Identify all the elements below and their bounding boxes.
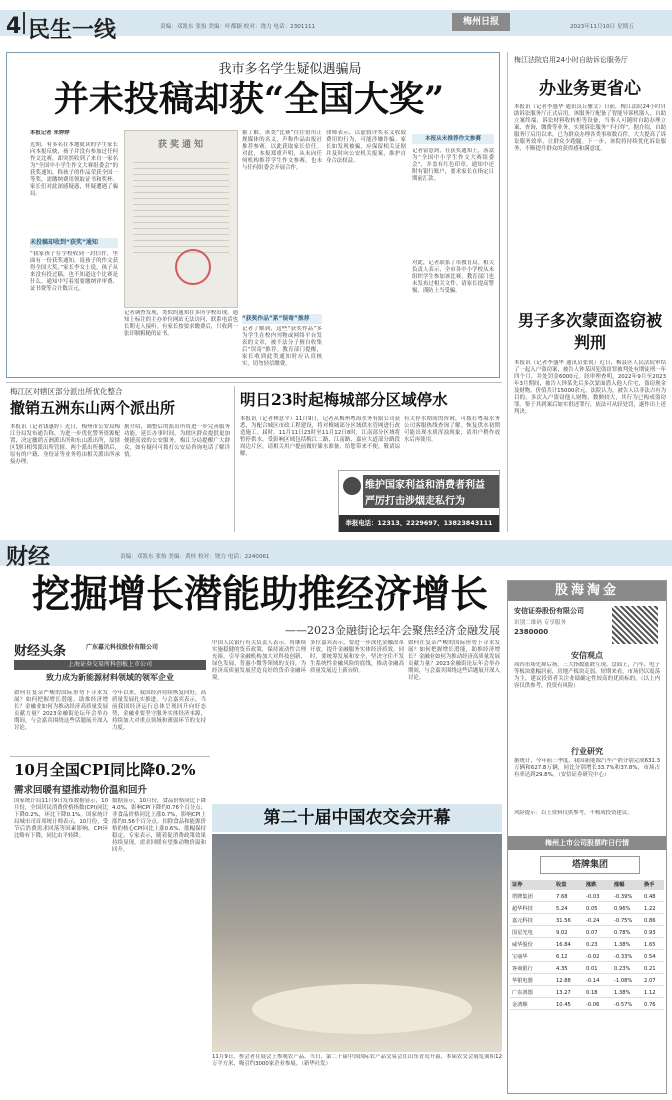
table-cell: 嘉元科技 bbox=[512, 918, 533, 924]
photo-title: 获奖通知 bbox=[157, 140, 206, 150]
lead-body-2: “我家孩子在学校收到一封信件，里面有一份获奖通知，说孩子的作文获得全国大奖。”家长李女士说，孩子从来没有投过稿，也不知道这个比赛是什么。通知中写着需要缴纳评审费、证书费等合计数百元。 bbox=[30, 251, 118, 292]
finance-editors: 责编：邓凯东 张怡 美编：黄桂 校对：饶力 电话：2240061 bbox=[120, 554, 270, 560]
photo-text-lines bbox=[133, 157, 229, 253]
finance-headline: 挖掘增长潜能助推经济增长 bbox=[31, 571, 488, 616]
power-headline: 明日23时起梅城部分区域停水 bbox=[240, 390, 448, 409]
table-cell: 0.54 bbox=[644, 954, 656, 960]
lead-headline: 并未投稿却获“全国大奖” bbox=[53, 79, 445, 120]
cpi-subhead: 需求回暖有望推动物价温和回升 bbox=[14, 785, 148, 796]
table-cell: 5.24 bbox=[556, 906, 568, 912]
section-name: 民生一线 bbox=[28, 17, 117, 43]
right-column-rule bbox=[507, 52, 508, 532]
police-headline: 撤销五洲东山两个派出所 bbox=[10, 399, 176, 417]
table-cell: 1.38% bbox=[614, 942, 631, 948]
section-divider bbox=[23, 12, 25, 34]
finance-body-4: 多位嘉宾表示，要进一步深化金融改革开放，提升金融服务实体经济质效。同时，要统筹发展和安全，坚决守住不发生系统性金融风险的底线，推动金融高质量发展迈上新台阶。 bbox=[310, 640, 404, 674]
sponsor-name: 广东嘉元科技股份有限公司 bbox=[86, 644, 159, 651]
table-cell: 广东鸿图 bbox=[512, 990, 533, 996]
table-cell: 1.22 bbox=[644, 906, 656, 912]
banner-line-1: 维护国家利益和消费者利益 bbox=[363, 475, 499, 492]
finance-body-5: 如何在复杂严峻的国际形势下寻求发展？如何把握增长潜能，助推经济增长？金融业如何为推动经济高质量发展贡献力量？2023金融街论坛年会举办期间，与会嘉宾围绕这些话题展开深入讨论。 bbox=[408, 640, 500, 681]
table-cell: 10.45 bbox=[556, 1002, 571, 1008]
company-logo: 塔牌集团 bbox=[540, 856, 640, 874]
col-header: 换手 bbox=[644, 882, 655, 888]
page-date: 2023年11月10日 星期五 bbox=[570, 24, 634, 30]
table-cell: -0.24 bbox=[586, 918, 600, 924]
table-cell: 塔牌集团 bbox=[512, 894, 533, 900]
table-cell: 0.76 bbox=[644, 1002, 656, 1008]
table-cell: 0.96% bbox=[614, 906, 631, 912]
finance-subhead: ——2023金融街论坛年会聚焦经济金融发展 bbox=[285, 624, 500, 637]
cpi-top-rule bbox=[10, 756, 210, 757]
table-row bbox=[510, 916, 664, 926]
broker-note: 识别二维码 专享服务 bbox=[514, 620, 567, 626]
table-cell: 0.93 bbox=[644, 930, 656, 936]
lead-body-8: 对此，记者联系了市教育局。相关负责人表示，全市各中小学校从未组织学生参加该比赛，教育部门也未发布过相关文件。请家长提高警惕，谨防上当受骗。 bbox=[412, 260, 494, 294]
finance-body-1: 如何在复杂严峻的国际形势下寻求发展？如何把握增长潜能，助推经济增长？金融业如何为推动经济高质量发展贡献力量？2023金融街论坛年会举办期间，与会嘉宾围绕这些话题展开深入讨论。 bbox=[14, 690, 108, 731]
col-header: 证券 bbox=[512, 882, 523, 888]
report-title: 安信观点 bbox=[571, 651, 603, 660]
table-row bbox=[510, 940, 664, 950]
sponsor-note: 上海证券交易所科创板上市公司 bbox=[14, 660, 206, 670]
police-body-2: 据介绍，调整后的派出所将进一步完善服务功能，延长办事时间，为辖区群众提供更加便捷高效的公安服务。梅江分局提醒广大群众，如有疑问可拨打公安局咨询电话了解详情。 bbox=[124, 424, 230, 458]
expo-photo bbox=[212, 834, 502, 1052]
table-cell: 1.38% bbox=[614, 990, 631, 996]
red-seal-icon bbox=[175, 249, 211, 285]
table-cell: 7.68 bbox=[556, 894, 568, 900]
lead-body-1: 近期，有多名在本地就读的学生家长向本报反映，孩子并没有参加过任何作文比赛，却突然收到了来自一家名为“全国中小学生作文大赛组委会”的获奖通知，称孩子的作品荣获全国一等奖，需缴纳费用领取证书和奖杯。家长们对此深感疑惑，怀疑遭遇了骗局。 bbox=[30, 142, 118, 197]
table-cell: -0.75% bbox=[614, 918, 633, 924]
cpi-body-2: 数据显示，10月份，食品价格同比下降4.0%，影响CPI下降约0.76个百分点；非食品价格同比上涨0.7%，影响CPI上涨约0.56个百分点。扣除食品和能源价格的核心CPI同比上涨0.6%，涨幅保持稳定。专家表示，随着促消费政策效果持续显现，需求回暖有望推动物价温和回升。 bbox=[112, 798, 206, 853]
table-row bbox=[510, 904, 664, 914]
page-editors: 责编：邓凯东 张怡 美编：叶都颖 校对：饶力 电话：2301111 bbox=[160, 24, 316, 30]
report-body: 周四市场先抑后扬，三大指数涨跌互现。盘面上，汽车、电子等板块涨幅居前，房地产板块走弱。短期来看，市场仍以震荡为主，建议投资者关注业绩确定性较高的优质标的。（以上内容仅供参考，投资有风险） bbox=[514, 662, 660, 689]
disclaimer: 风险提示：以上资料仅供参考，不构成投资建议。 bbox=[514, 810, 633, 816]
table-cell: -0.03 bbox=[586, 894, 600, 900]
table-cell: 0.07 bbox=[586, 930, 598, 936]
column-label: 财经头条 bbox=[14, 644, 67, 659]
banner-hotline: 举报电话：12313、2229697、13823843111 bbox=[339, 515, 499, 532]
power-body-1: 本报讯（记者林意平）11月9日，记者从梅州粤海水务有限公司获悉，为配合城区市政工程建设，将对梅城部分区域供水管网进行改造施工。届时，11月11日23时至11月12日8时，江南部分区域将暂停供水。受影响区域包括梅江二路、江南路、嘉应大道部分路段周边片区。请相关用户提前做好储水准备，给您带来不便，敬请谅解。 bbox=[240, 416, 400, 457]
industry-body: 据统计，今年前三季度，我国新能源汽车产销分别完成631.3万辆和627.8万辆，同比分别增长33.7%和37.8%，市场占有率达到29.8%。（安信证券研究中心） bbox=[514, 758, 660, 778]
section-number: 4 bbox=[6, 14, 22, 39]
expo-caption: 11月9日，参会者在展会上参观农产品。当日，第二十届中国国际农产品交易会在山东青岛开幕，本届农交会展览面积12万平方米，吸引约3000家企业参展。（新华社发） bbox=[212, 1054, 502, 1067]
finance-header-band bbox=[0, 540, 672, 566]
col-header: 涨跌 bbox=[586, 882, 597, 888]
brief-title: 办业务更省心 bbox=[539, 79, 641, 99]
expo-headline: 第二十届中国农交会开幕 bbox=[263, 808, 451, 828]
table-cell: 31.56 bbox=[556, 918, 571, 924]
police-top-rule bbox=[6, 382, 502, 383]
qr-code-icon bbox=[612, 606, 658, 644]
power-body-2: 有关停水期间的咨询，可拨打粤海水务公司客服热线查询了解。恢复供水初期可能出现水质浑浊现象，请用户稍作放水后再使用。 bbox=[404, 416, 500, 443]
lead-subhead-2: “获奖作品”系“误寄”推荐 bbox=[242, 314, 322, 324]
table-cell: 威华股份 bbox=[512, 942, 533, 948]
table-cell: -0.39% bbox=[614, 894, 633, 900]
finance-section-name: 财经 bbox=[6, 544, 51, 570]
lead-body-5: 记者了解到，这些“获奖作品”多为学生在校内刊物或网络平台发表的文章，被不法分子擅自收集后“误寄”推荐。教育部门提醒，家长收到此类通知时应认真核实，切勿轻信缴费。 bbox=[242, 326, 322, 367]
anti-smuggling-banner bbox=[338, 470, 500, 532]
table-cell: 客商银行 bbox=[512, 966, 533, 972]
paper-logo: 梅州日报 bbox=[452, 13, 510, 31]
industry-title: 行业研究 bbox=[571, 747, 603, 756]
police-kicker: 梅江区对辖区部分派出所优化整合 bbox=[10, 387, 123, 396]
table-cell: -0.02 bbox=[586, 954, 600, 960]
table-cell: 超华科技 bbox=[512, 906, 533, 912]
table-cell: 12.88 bbox=[556, 978, 571, 984]
sponsor-slogan: 致力成为新能源材料领域的领军企业 bbox=[46, 673, 174, 682]
lead-body-4: 据了解，该类“比赛”往往借用正规媒体的名义，声称作品由报社推荐参赛，以此获取家长信任。对此，本报郑重声明，从未向任何机构推荐学生作文参赛，也未与任何组委会开展合作。 bbox=[242, 130, 322, 171]
table-row bbox=[510, 976, 664, 986]
page-header bbox=[0, 0, 672, 44]
table-cell: 1.12 bbox=[644, 990, 656, 996]
cpi-headline: 10月全国CPI同比降0.2% bbox=[14, 761, 196, 779]
table-cell: -1.08% bbox=[614, 978, 633, 984]
table-cell: 9.02 bbox=[556, 930, 568, 936]
table-row bbox=[510, 1000, 664, 1010]
table-cell: 0.48 bbox=[644, 894, 656, 900]
brief-body: 本报讯（记者李盛华 通讯员丘雅文）日前，梅江法院24小时自助诉讼服务厅正式启用。该服务厅配备了智能导诉机器人、自助立案终端、诉讼材料收转柜等设备，当事人可随时自助办理立案、查询、缴费等业务，实现诉讼服务“不打烊”。据介绍，自助服务厅启用以来，已为群众办理各类事项数百件，大大提高了诉讼服务效率，让群众少跑腿。下一步，该院将持续优化诉讼服务，不断提升群众的获得感和满意度。 bbox=[514, 104, 666, 152]
stock-table bbox=[510, 880, 664, 1090]
table-cell: 13.27 bbox=[556, 990, 571, 996]
finance-body-2: 今年以来，我国经济持续恢复向好，高质量发展扎实推进。与会嘉宾表示，当前我国经济运行总体呈现回升向好态势，金融业要坚守服务实体经济本源，持续加大对重点领域和薄弱环节的支持力度。 bbox=[112, 690, 206, 731]
table-row bbox=[510, 988, 664, 998]
lead-body-6: 律师表示，以虚假评奖名义收取费用的行为，可能涉嫌诈骗。家长如发现被骗，应保留相关证据并及时向公安机关报案，维护自身合法权益。 bbox=[326, 130, 406, 164]
lead-subhead-3: 本报从未推荐作文参赛 bbox=[412, 134, 494, 144]
lead-body-3: 记者调查发现，类似的通知在多所学校出现。通知上标注的主办单位网站无法访问，联系电话也长期无人接听。有家长按要求缴费后，只收到一张印制粗糙的证书。 bbox=[124, 310, 238, 337]
brief-kicker: 梅江法院启用24小时自助诉讼服务厅 bbox=[514, 56, 628, 64]
table-cell: -0.06 bbox=[586, 1002, 600, 1008]
table-cell: 2.07 bbox=[644, 978, 656, 984]
table-row bbox=[510, 964, 664, 974]
lead-kicker: 我市多名学生疑似遇骗局 bbox=[218, 62, 362, 77]
table-cell: -0.14 bbox=[586, 978, 600, 984]
cpi-body-1: 国家统计局11月9日发布数据显示，10月份，全国居民消费价格指数(CPI)同比下降0.2%，环比下降0.1%。国家统计局城市司首席统计师表示，10月份，受节后消费需求回落等因素影响，CPI环比略有下降，同比由平转降。 bbox=[14, 798, 108, 839]
quote-title: 梅州上市公司股票昨日行情 bbox=[508, 836, 666, 850]
award-notice-photo bbox=[124, 130, 238, 308]
lead-subhead-1: 未投稿却收到“获奖”通知 bbox=[30, 238, 118, 248]
table-cell: 16.84 bbox=[556, 942, 571, 948]
table-cell: 1.65 bbox=[644, 942, 656, 948]
table-row bbox=[510, 952, 664, 962]
stock-box-title: 股海淘金 bbox=[508, 581, 666, 601]
col-header: 收盘 bbox=[556, 882, 567, 888]
broker-name: 安信证券股份有限公司 bbox=[514, 607, 584, 615]
banner-line-2: 严厉打击涉烟走私行为 bbox=[363, 491, 499, 508]
table-cell: 0.23 bbox=[586, 942, 598, 948]
table-cell: 华银电器 bbox=[512, 978, 533, 984]
lead-body-7: 记者留意到，在获奖通知上，落款为“全国中小学生作文大赛组委会”，并盖有红色印章。通知中还附有银行账户，要求家长在指定日期前汇款。 bbox=[412, 148, 494, 182]
table-cell: 0.21 bbox=[644, 966, 656, 972]
table-cell: 0.18 bbox=[586, 990, 598, 996]
table-cell: 0.23% bbox=[614, 966, 631, 972]
expo-display-table bbox=[252, 984, 472, 1034]
table-cell: 金鸿顺 bbox=[512, 1002, 528, 1008]
stock-table-header bbox=[510, 880, 664, 890]
col-header: 涨幅 bbox=[614, 882, 625, 888]
table-cell: 0.01 bbox=[586, 966, 598, 972]
emblem-icon bbox=[343, 477, 361, 495]
table-cell: -0.33% bbox=[614, 954, 633, 960]
table-row bbox=[510, 892, 664, 902]
brief2-title: 男子多次蒙面盗窃被判刑 bbox=[517, 311, 662, 352]
table-cell: 宝丽华 bbox=[512, 954, 528, 960]
power-left-rule bbox=[234, 386, 235, 532]
police-body-1: 本报讯（记者钱惠婷）近日，梅州市公安局梅江分局发布通告称，为进一步优化警务资源配置，决定撤销五洲派出所和东山派出所，原辖区划归相邻派出所管辖。两个派出所撤销后，原有的户籍、身份证等业务将由相关派出所承接办理。 bbox=[10, 424, 120, 465]
table-cell: 0.86 bbox=[644, 918, 656, 924]
brief2-body: 本报讯（记者李盛华 通讯员张锐）近日，梅县区人民法院审结了一起入户盗窃案，被告人钟某因犯盗窃罪被判处有期徒刑一年四个月，并处罚金6000元。经审理查明，2022年9月至2023年3月期间，被告人钟某先后多次蒙面潜入他人住宅，盗窃现金及财物，价值共计15000余元。法院认为，被告人以非法占有为目的，多次入户盗窃他人财物，数额较大，其行为已构成盗窃罪。鉴于其到案后如实供述罪行，依法可从轻处罚，遂作出上述判决。 bbox=[514, 360, 666, 415]
table-cell: 国星光电 bbox=[512, 930, 533, 936]
table-cell: 0.05 bbox=[586, 906, 598, 912]
table-cell: 4.35 bbox=[556, 966, 568, 972]
finance-body-3: 中国人民银行有关负责人表示，将继续实施稳健的货币政策，保持流动性合理充裕，引导金融机构加大对科技创新、绿色发展、普惠小微等领域的支持，为经济高质量发展营造良好的货币金融环境。 bbox=[212, 640, 306, 681]
broker-phone: 2380000 bbox=[514, 628, 549, 636]
table-cell: -0.57% bbox=[614, 1002, 633, 1008]
lead-byline: 本报记者 朱婷婷 bbox=[30, 130, 70, 136]
table-cell: 6.12 bbox=[556, 954, 568, 960]
table-cell: 0.78% bbox=[614, 930, 631, 936]
table-row bbox=[510, 928, 664, 938]
